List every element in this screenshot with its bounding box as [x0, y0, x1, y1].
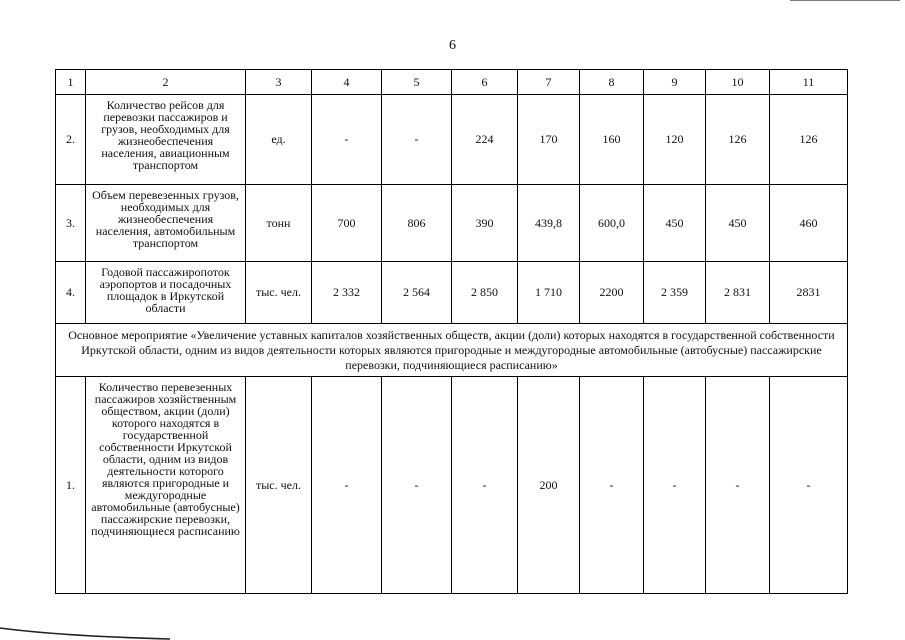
value-cell: 439,8	[518, 185, 580, 262]
value-cell: 2 831	[706, 262, 770, 324]
value-cell: -	[382, 377, 452, 594]
value-cell: 160	[580, 95, 644, 185]
table-row	[56, 95, 848, 185]
header-row	[56, 70, 848, 95]
value-cell: 460	[770, 185, 848, 262]
row-number: 3.	[56, 185, 86, 262]
header-cell: 9	[644, 70, 706, 95]
scan-edge-mark	[0, 622, 180, 640]
row-unit: ед.	[246, 95, 312, 185]
value-cell: 450	[644, 185, 706, 262]
row-description-text: Количество рейсов для перевозки пассажиров и грузов, необходимых для жизнеобеспечения населения, авиационным транспортом	[101, 98, 230, 172]
header-cell: 2	[86, 70, 246, 95]
header-cell: 11	[770, 70, 848, 95]
section-row	[56, 324, 848, 377]
value-cell: 120	[644, 95, 706, 185]
value-cell: -	[312, 95, 382, 185]
value-cell: 2 359	[644, 262, 706, 324]
value-cell: 600,0	[580, 185, 644, 262]
header-cell: 3	[246, 70, 312, 95]
value-cell: 2200	[580, 262, 644, 324]
value-cell: 126	[706, 95, 770, 185]
header-cell: 4	[312, 70, 382, 95]
row-description	[86, 377, 246, 594]
value-cell: 2831	[770, 262, 848, 324]
row-description	[86, 95, 246, 185]
header-cell: 8	[580, 70, 644, 95]
section-title: Основное мероприятие «Увеличение уставных капиталов хозяйственных обществ, акции (доли) которых находятся в государственной собственности Иркутской области, одним из видов деятельности которых являются пригородные и междугородные автомобильные (автобусные) пассажирские перевозки, подчиняющиеся расписанию»	[56, 324, 848, 377]
value-cell: 806	[382, 185, 452, 262]
value-cell: 200	[518, 377, 580, 594]
row-unit: тыс. чел.	[246, 262, 312, 324]
value-cell: 700	[312, 185, 382, 262]
top-edge-rule	[790, 0, 900, 1]
value-cell: 2 332	[312, 262, 382, 324]
value-cell: 390	[452, 185, 518, 262]
indicators-table	[55, 69, 848, 594]
row-description	[86, 262, 246, 324]
value-cell: 1 710	[518, 262, 580, 324]
header-cell: 1	[56, 70, 86, 95]
value-cell: -	[452, 377, 518, 594]
table-row	[56, 185, 848, 262]
value-cell: -	[706, 377, 770, 594]
header-cell: 6	[452, 70, 518, 95]
value-cell: 224	[452, 95, 518, 185]
value-cell: 450	[706, 185, 770, 262]
value-cell: -	[382, 95, 452, 185]
header-cell: 10	[706, 70, 770, 95]
row-description-text: Объем перевезенных грузов, необходимых для жизнеобеспечения населения, автомобильным транспортом	[92, 188, 239, 250]
value-cell: 126	[770, 95, 848, 185]
value-cell: -	[312, 377, 382, 594]
row-unit: тонн	[246, 185, 312, 262]
row-number: 4.	[56, 262, 86, 324]
row-unit: тыс. чел.	[246, 377, 312, 594]
row-number: 2.	[56, 95, 86, 185]
value-cell: 2 564	[382, 262, 452, 324]
value-cell: -	[770, 377, 848, 594]
header-cell: 5	[382, 70, 452, 95]
table-row	[56, 262, 848, 324]
header-cell: 7	[518, 70, 580, 95]
value-cell: 170	[518, 95, 580, 185]
row-description-text: Годовой пассажиропоток аэропортов и посадочных площадок в Иркутской области	[99, 265, 232, 315]
page-number: 6	[449, 38, 456, 53]
table-row	[56, 377, 848, 594]
row-number: 1.	[56, 377, 86, 594]
row-description-text: Количество перевезенных пассажиров хозяйственным обществом, акции (доли) которого находятся в государственной собственности Иркутской области, одним из видов деятельности которого являются пригородные и междугородные автомобильные (автобусные) пассажирские перевозки, подчиняющиеся расписанию	[91, 380, 240, 538]
value-cell: -	[644, 377, 706, 594]
value-cell: -	[580, 377, 644, 594]
value-cell: 2 850	[452, 262, 518, 324]
row-description	[86, 185, 246, 262]
